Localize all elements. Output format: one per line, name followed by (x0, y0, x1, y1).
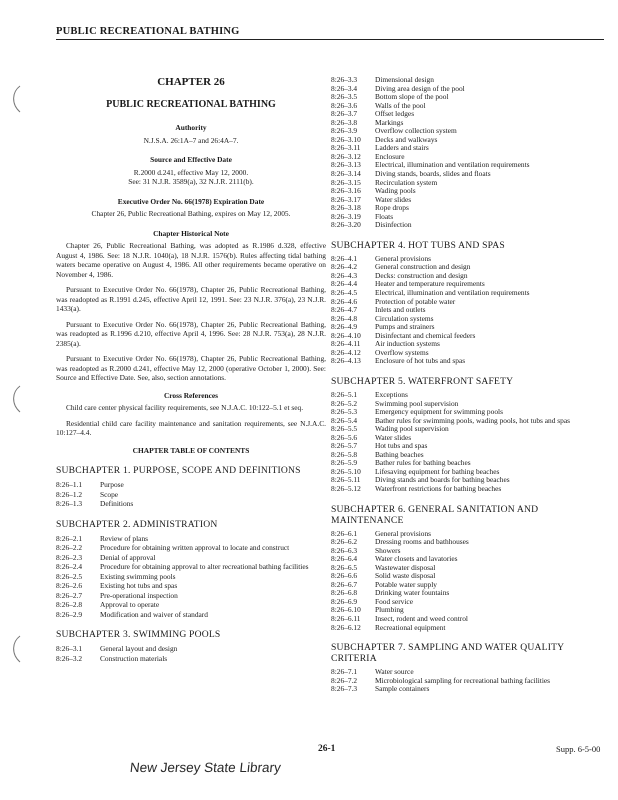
section-title: Water source (375, 667, 414, 677)
source-text-2: See: 31 N.J.R. 3589(a), 32 N.J.R. 2111(b). (128, 177, 254, 186)
toc-entry (331, 442, 608, 451)
section-number: 8:26–2.4 (56, 562, 83, 571)
page-number: 26-1 (318, 744, 336, 754)
toc-entry (331, 417, 608, 426)
section-title: Purpose (100, 480, 124, 489)
section-title: Walls of the pool (375, 100, 426, 110)
toc-entry (331, 332, 608, 341)
section-title: Procedure for obtaining approval to alter recreational bathing facilities (100, 562, 309, 571)
section-number: 8:26–6.8 (331, 588, 358, 598)
section-number: 8:26–4.6 (331, 296, 358, 306)
section-title: General construction and design (375, 262, 471, 272)
subchapter-heading: SUBCHAPTER 2. ADMINISTRATION (56, 518, 218, 530)
left-subchapter-list (56, 465, 326, 663)
section-title: Potable water supply (375, 579, 437, 589)
section-title: Sample containers (375, 684, 430, 694)
section-title: Overflow collection system (375, 126, 457, 136)
toc-entry (56, 490, 326, 500)
section-title: General layout and design (100, 644, 178, 653)
toc-entry (331, 538, 608, 547)
section-number: 8:26–2.7 (56, 590, 83, 600)
section-title: Solid waste disposal (375, 571, 436, 581)
cross-reference-paragraph: Residential child care facility maintenance and sanitation requirements, see N.J.A.C. 10:127–4.4. (56, 418, 326, 437)
toc-entry (331, 119, 608, 128)
section-number: 8:26–6.2 (331, 537, 358, 547)
section-number: 8:26–3.1 (56, 644, 83, 653)
section-number: 8:26–3.20 (331, 220, 361, 230)
section-title: Circulation systems (375, 313, 434, 323)
chapter-number: CHAPTER 26 (157, 76, 225, 88)
toc-entry (56, 572, 326, 582)
subchapter-heading: SUBCHAPTER 1. PURPOSE, SCOPE AND DEFINITIONS (56, 465, 301, 476)
toc-entry (331, 615, 608, 624)
toc-entry (56, 591, 326, 601)
section-number: 8:26–4.8 (331, 313, 358, 323)
toc-entry (331, 110, 608, 119)
chapter-title: PUBLIC RECREATIONAL BATHING (106, 99, 276, 110)
historical-note-heading: Chapter Historical Note (153, 228, 229, 238)
subchapter-heading: SUBCHAPTER 5. WATERFRONT SAFETY (331, 375, 514, 387)
toc-entry (331, 572, 608, 581)
section-title: Dressing rooms and bathhouses (375, 537, 469, 547)
continued-section-list (331, 76, 608, 230)
margin-mark (6, 384, 26, 414)
section-title: Hot tubs and spas (375, 441, 428, 451)
section-number: 8:26–5.3 (331, 407, 358, 417)
section-title: Air induction systems (375, 339, 440, 349)
section-title: Decks: construction and design (375, 270, 468, 280)
section-number: 8:26–4.3 (331, 270, 358, 280)
section-number: 8:26–4.11 (331, 339, 361, 349)
section-number: 8:26–5.1 (331, 389, 358, 399)
section-number: 8:26–6.4 (331, 554, 358, 564)
toc-entry (331, 685, 608, 694)
section-number: 8:26–3.2 (56, 653, 83, 663)
toc-entry (331, 485, 608, 494)
section-title: Dimensional design (375, 75, 434, 84)
toc-entry (56, 543, 326, 553)
toc-entry (331, 93, 608, 102)
toc-entry (56, 534, 326, 544)
section-title: General provisions (375, 528, 432, 538)
toc-entry (331, 179, 608, 188)
section-title: Overflow systems (375, 347, 429, 357)
toc-entry (56, 499, 326, 509)
section-title: Lifesaving equipment for bathing beaches (375, 466, 500, 476)
toc-entry (331, 677, 608, 686)
section-number: 8:26–3.7 (331, 109, 358, 119)
section-number: 8:26–2.6 (56, 581, 83, 590)
section-number: 8:26–6.7 (331, 579, 358, 589)
cross-reference-paragraph: Child care center physical facility requirements, see N.J.A.C. 10:122–5.1 et seq. (66, 403, 304, 412)
toc-entry (331, 606, 608, 615)
section-title: Disinfectant and chemical feeders (375, 330, 476, 340)
right-column (331, 76, 608, 694)
section-number: 8:26–6.9 (331, 596, 358, 606)
section-number: 8:26–7.1 (331, 667, 358, 677)
section-number: 8:26–5.4 (331, 415, 358, 425)
section-title: Heater and temperature requirements (375, 279, 485, 289)
section-number: 8:26–3.5 (331, 92, 358, 102)
section-number: 8:26–3.3 (331, 75, 358, 84)
section-title: Review of plans (100, 533, 149, 543)
section-title: Modification and waiver of standard (100, 609, 208, 619)
section-title: Existing hot tubs and spas (100, 581, 178, 590)
section-title: Pre-operational inspection (100, 590, 178, 600)
executive-order-text: Chapter 26, Public Recreational Bathing, expires on May 12, 2005. (91, 209, 291, 218)
section-number: 8:26–3.15 (331, 177, 361, 187)
toc-entry (331, 555, 608, 564)
section-title: Drinking water fountains (375, 588, 450, 598)
section-title: Diving area design of the pool (375, 83, 465, 93)
section-number: 8:26–1.2 (56, 489, 83, 499)
section-title: Electrical, illumination and ventilation requirements (375, 160, 530, 170)
toc-entry (56, 581, 326, 591)
section-title: Rope drops (375, 203, 409, 213)
toc-entry (331, 349, 608, 358)
section-number: 8:26–2.9 (56, 609, 83, 619)
section-title: Waterfront restrictions for bathing beaches (375, 483, 502, 493)
toc-entry (331, 187, 608, 196)
toc-entry (331, 85, 608, 94)
toc-entry (331, 564, 608, 573)
section-number: 8:26–5.9 (331, 458, 358, 468)
toc-entry (331, 434, 608, 443)
section-number: 8:26–6.5 (331, 562, 358, 572)
toc-entry (331, 624, 608, 633)
toc-entry (56, 654, 326, 664)
toc-entry (331, 136, 608, 145)
section-title: General provisions (375, 253, 432, 263)
section-title: Scope (100, 489, 119, 499)
section-number: 8:26–2.3 (56, 552, 83, 562)
toc-entry (331, 213, 608, 222)
section-number: 8:26–6.6 (331, 571, 358, 581)
toc-entry (331, 581, 608, 590)
section-number: 8:26–2.1 (56, 533, 83, 543)
section-number: 8:26–5.2 (331, 398, 358, 408)
section-title: Existing swimming pools (100, 571, 176, 581)
table-of-contents-heading: CHAPTER TABLE OF CONTENTS (132, 445, 250, 455)
section-number: 8:26–1.3 (56, 499, 83, 508)
toc-entry (331, 170, 608, 179)
section-title: Recreational equipment (375, 622, 446, 632)
subchapter-heading: SUBCHAPTER 6. GENERAL SANITATION AND MAINTENANCE (331, 503, 539, 526)
section-title: Recirculation system (375, 177, 438, 187)
section-number: 8:26–7.3 (331, 684, 358, 694)
subchapter-heading: SUBCHAPTER 3. SWIMMING POOLS (56, 629, 221, 640)
section-number: 8:26–3.8 (331, 117, 358, 127)
section-title: Denial of approval (100, 552, 156, 562)
section-title: Plumbing (375, 605, 404, 615)
section-number: 8:26–6.11 (331, 613, 361, 623)
section-number: 8:26–4.4 (331, 279, 358, 289)
section-title: Insect, rodent and weed control (375, 613, 468, 623)
toc-entry (331, 102, 608, 111)
section-title: Construction materials (100, 653, 168, 663)
toc-entry (331, 357, 608, 366)
toc-entry (331, 144, 608, 153)
section-number: 8:26–4.10 (331, 330, 361, 340)
section-title: Pumps and strainers (375, 322, 435, 332)
historical-note-paragraph: Pursuant to Executive Order No. 66(1978), Chapter 26, Public Recreational Bathing, was readopted as R.1991 d.245, effective April 12, 1991. See: 23 N.J.R. 376(a), 23 N.J.R. 1433(a). (56, 285, 326, 313)
section-number: 8:26–4.7 (331, 305, 358, 315)
section-number: 8:26–3.14 (331, 169, 361, 179)
running-head: PUBLIC RECREATIONAL BATHING (56, 26, 604, 40)
toc-entry (331, 196, 608, 205)
section-title: Inlets and outlets (375, 305, 426, 315)
toc-entry (331, 263, 608, 272)
section-number: 8:26–6.3 (331, 545, 358, 555)
section-number: 8:26–5.7 (331, 441, 358, 451)
toc-entry (56, 562, 326, 572)
section-title: Enclosure of hot tubs and spas (375, 356, 466, 366)
section-number: 8:26–7.2 (331, 675, 358, 685)
page-footer (0, 744, 618, 784)
toc-entry (331, 76, 608, 85)
toc-entry (56, 600, 326, 610)
section-title: Wading pools (375, 186, 416, 196)
right-subchapter-list (331, 240, 608, 694)
section-number: 8:26–3.11 (331, 143, 361, 153)
toc-entry (331, 589, 608, 598)
section-number: 8:26–5.11 (331, 475, 361, 485)
section-number: 8:26–3.13 (331, 160, 361, 170)
section-number: 8:26–4.2 (331, 262, 358, 272)
section-title: Definitions (100, 499, 134, 508)
section-title: Protection of potable water (375, 296, 456, 306)
section-number: 8:26–3.17 (331, 194, 361, 204)
section-number: 8:26–4.13 (331, 356, 361, 366)
section-number: 8:26–5.6 (331, 432, 358, 442)
section-title: Procedure for obtaining written approval to locate and construct (100, 543, 290, 552)
section-number: 8:26–2.2 (56, 543, 83, 552)
section-title: Microbiological sampling for recreational bathing facilities (375, 675, 551, 685)
section-title: Exceptions (375, 389, 408, 399)
section-title: Diving stands, boards, slides and floats (375, 169, 491, 179)
section-number: 8:26–3.19 (331, 211, 361, 221)
section-number: 8:26–3.4 (331, 83, 358, 93)
section-number: 8:26–4.5 (331, 288, 358, 298)
section-title: Swimming pool supervision (375, 398, 459, 408)
section-title: Electrical, illumination and ventilation requirements (375, 288, 530, 298)
toc-entry (331, 127, 608, 136)
toc-entry (331, 547, 608, 556)
section-title: Emergency equipment for swimming pools (375, 407, 503, 417)
historical-note-paragraph: Chapter 26, Public Recreational Bathing, was adopted as R.1986 d.328, effective August 4, 1986. See: 18 N.J.R. 1040(a), 18 N.J.R. 1576(b). Rules affecting tidal bathing waters became operative on August 4, 1986. All other requirements became operative on November 4, 1986. (56, 241, 326, 279)
section-title: Food service (375, 596, 413, 606)
toc-entry (331, 340, 608, 349)
section-number: 8:26–3.6 (331, 100, 358, 110)
toc-entry (56, 480, 326, 490)
toc-entry (331, 204, 608, 213)
section-title: Disinfection (375, 220, 412, 230)
section-number: 8:26–5.5 (331, 424, 358, 434)
toc-entry (331, 425, 608, 434)
section-number: 8:26–3.10 (331, 134, 361, 144)
margin-mark (6, 84, 26, 114)
section-number: 8:26–3.12 (331, 151, 361, 161)
executive-order-heading: Executive Order No. 66(1978) Expiration Date (117, 196, 265, 206)
toc-entry (331, 530, 608, 539)
section-title: Bottom slope of the pool (375, 92, 449, 102)
section-number: 8:26–3.18 (331, 203, 361, 213)
toc-entry (331, 306, 608, 315)
section-title: Diving stands and boards for bathing beaches (375, 475, 510, 485)
section-title: Water closets and lavatories (375, 554, 458, 564)
section-number: 8:26–6.10 (331, 605, 361, 615)
section-title: Decks and walkways (375, 134, 438, 144)
section-title: Markings (375, 117, 404, 127)
section-number: 8:26–2.5 (56, 571, 83, 581)
section-title: Bather rules for swimming pools, wading pools, hot tubs and spas (375, 415, 571, 425)
source-text-1: R.2000 d.241, effective May 12, 2000. (133, 167, 249, 177)
section-title: Showers (375, 545, 401, 555)
section-number: 8:26–4.12 (331, 347, 361, 357)
toc-entry (56, 644, 326, 654)
library-stamp: New Jersey State Library (129, 760, 282, 775)
section-title: Ladders and stairs (375, 143, 429, 153)
subchapter-heading: SUBCHAPTER 4. HOT TUBS AND SPAS (331, 239, 505, 251)
section-number: 8:26–3.9 (331, 126, 358, 136)
section-title: Water slides (375, 194, 412, 204)
section-number: 8:26–5.10 (331, 466, 361, 476)
left-column (56, 76, 326, 663)
section-title: Bather rules for bathing beaches (375, 458, 471, 468)
section-title: Approval to operate (100, 600, 160, 609)
section-number: 8:26–5.8 (331, 449, 358, 459)
section-number: 8:26–2.8 (56, 600, 83, 609)
authority-text: N.J.S.A. 26:1A–7 and 26:4A–7. (143, 135, 239, 145)
toc-entry (331, 391, 608, 400)
toc-entry (331, 298, 608, 307)
section-number: 8:26–1.1 (56, 480, 83, 489)
toc-entry (331, 315, 608, 324)
toc-entry (331, 598, 608, 607)
historical-note-paragraph: Pursuant to Executive Order No. 66(1978), Chapter 26, Public Recreational Bathing, was readopted as R.1996 d.210, effective April 4, 1996. See: 28 N.J.R. 753(a), 28 N.J.R. 2385(a). (56, 319, 326, 348)
cross-references-heading: Cross References (163, 390, 219, 400)
section-title: Water slides (375, 432, 412, 442)
section-title: Bathing beaches (375, 449, 424, 459)
source-heading: Source and Effective Date (150, 155, 232, 164)
section-title: Wading pool supervision (375, 424, 449, 434)
toc-entry (56, 610, 326, 620)
section-number: 8:26–5.12 (331, 483, 361, 493)
authority-heading: Authority (175, 123, 207, 132)
toc-entry (331, 221, 608, 230)
section-title: Enclosure (375, 151, 405, 161)
section-title: Floats (375, 211, 394, 221)
historical-note-paragraph: Pursuant to Executive Order No. 66(1978), Chapter 26, Public Recreational Bathing, was readopted as R.2000 d.241, effective May 12, 2000 (operative October 1, 2000). See: Source and Effective Date. See, also, section annotations. (56, 354, 326, 382)
toc-entry (331, 289, 608, 298)
section-number: 8:26–6.12 (331, 622, 361, 632)
section-number: 8:26–4.1 (331, 253, 358, 263)
section-number: 8:26–6.1 (331, 528, 358, 538)
section-number: 8:26–3.16 (331, 186, 361, 196)
supplement-date: Supp. 6-5-00 (556, 744, 601, 754)
toc-entry (56, 553, 326, 563)
section-title: Wastewater disposal (375, 562, 436, 572)
margin-mark (6, 634, 26, 664)
subchapter-heading: SUBCHAPTER 7. SAMPLING AND WATER QUALITY CRITERIA (331, 642, 564, 665)
section-title: Offset ledges (375, 109, 415, 119)
section-number: 8:26–4.9 (331, 322, 358, 332)
